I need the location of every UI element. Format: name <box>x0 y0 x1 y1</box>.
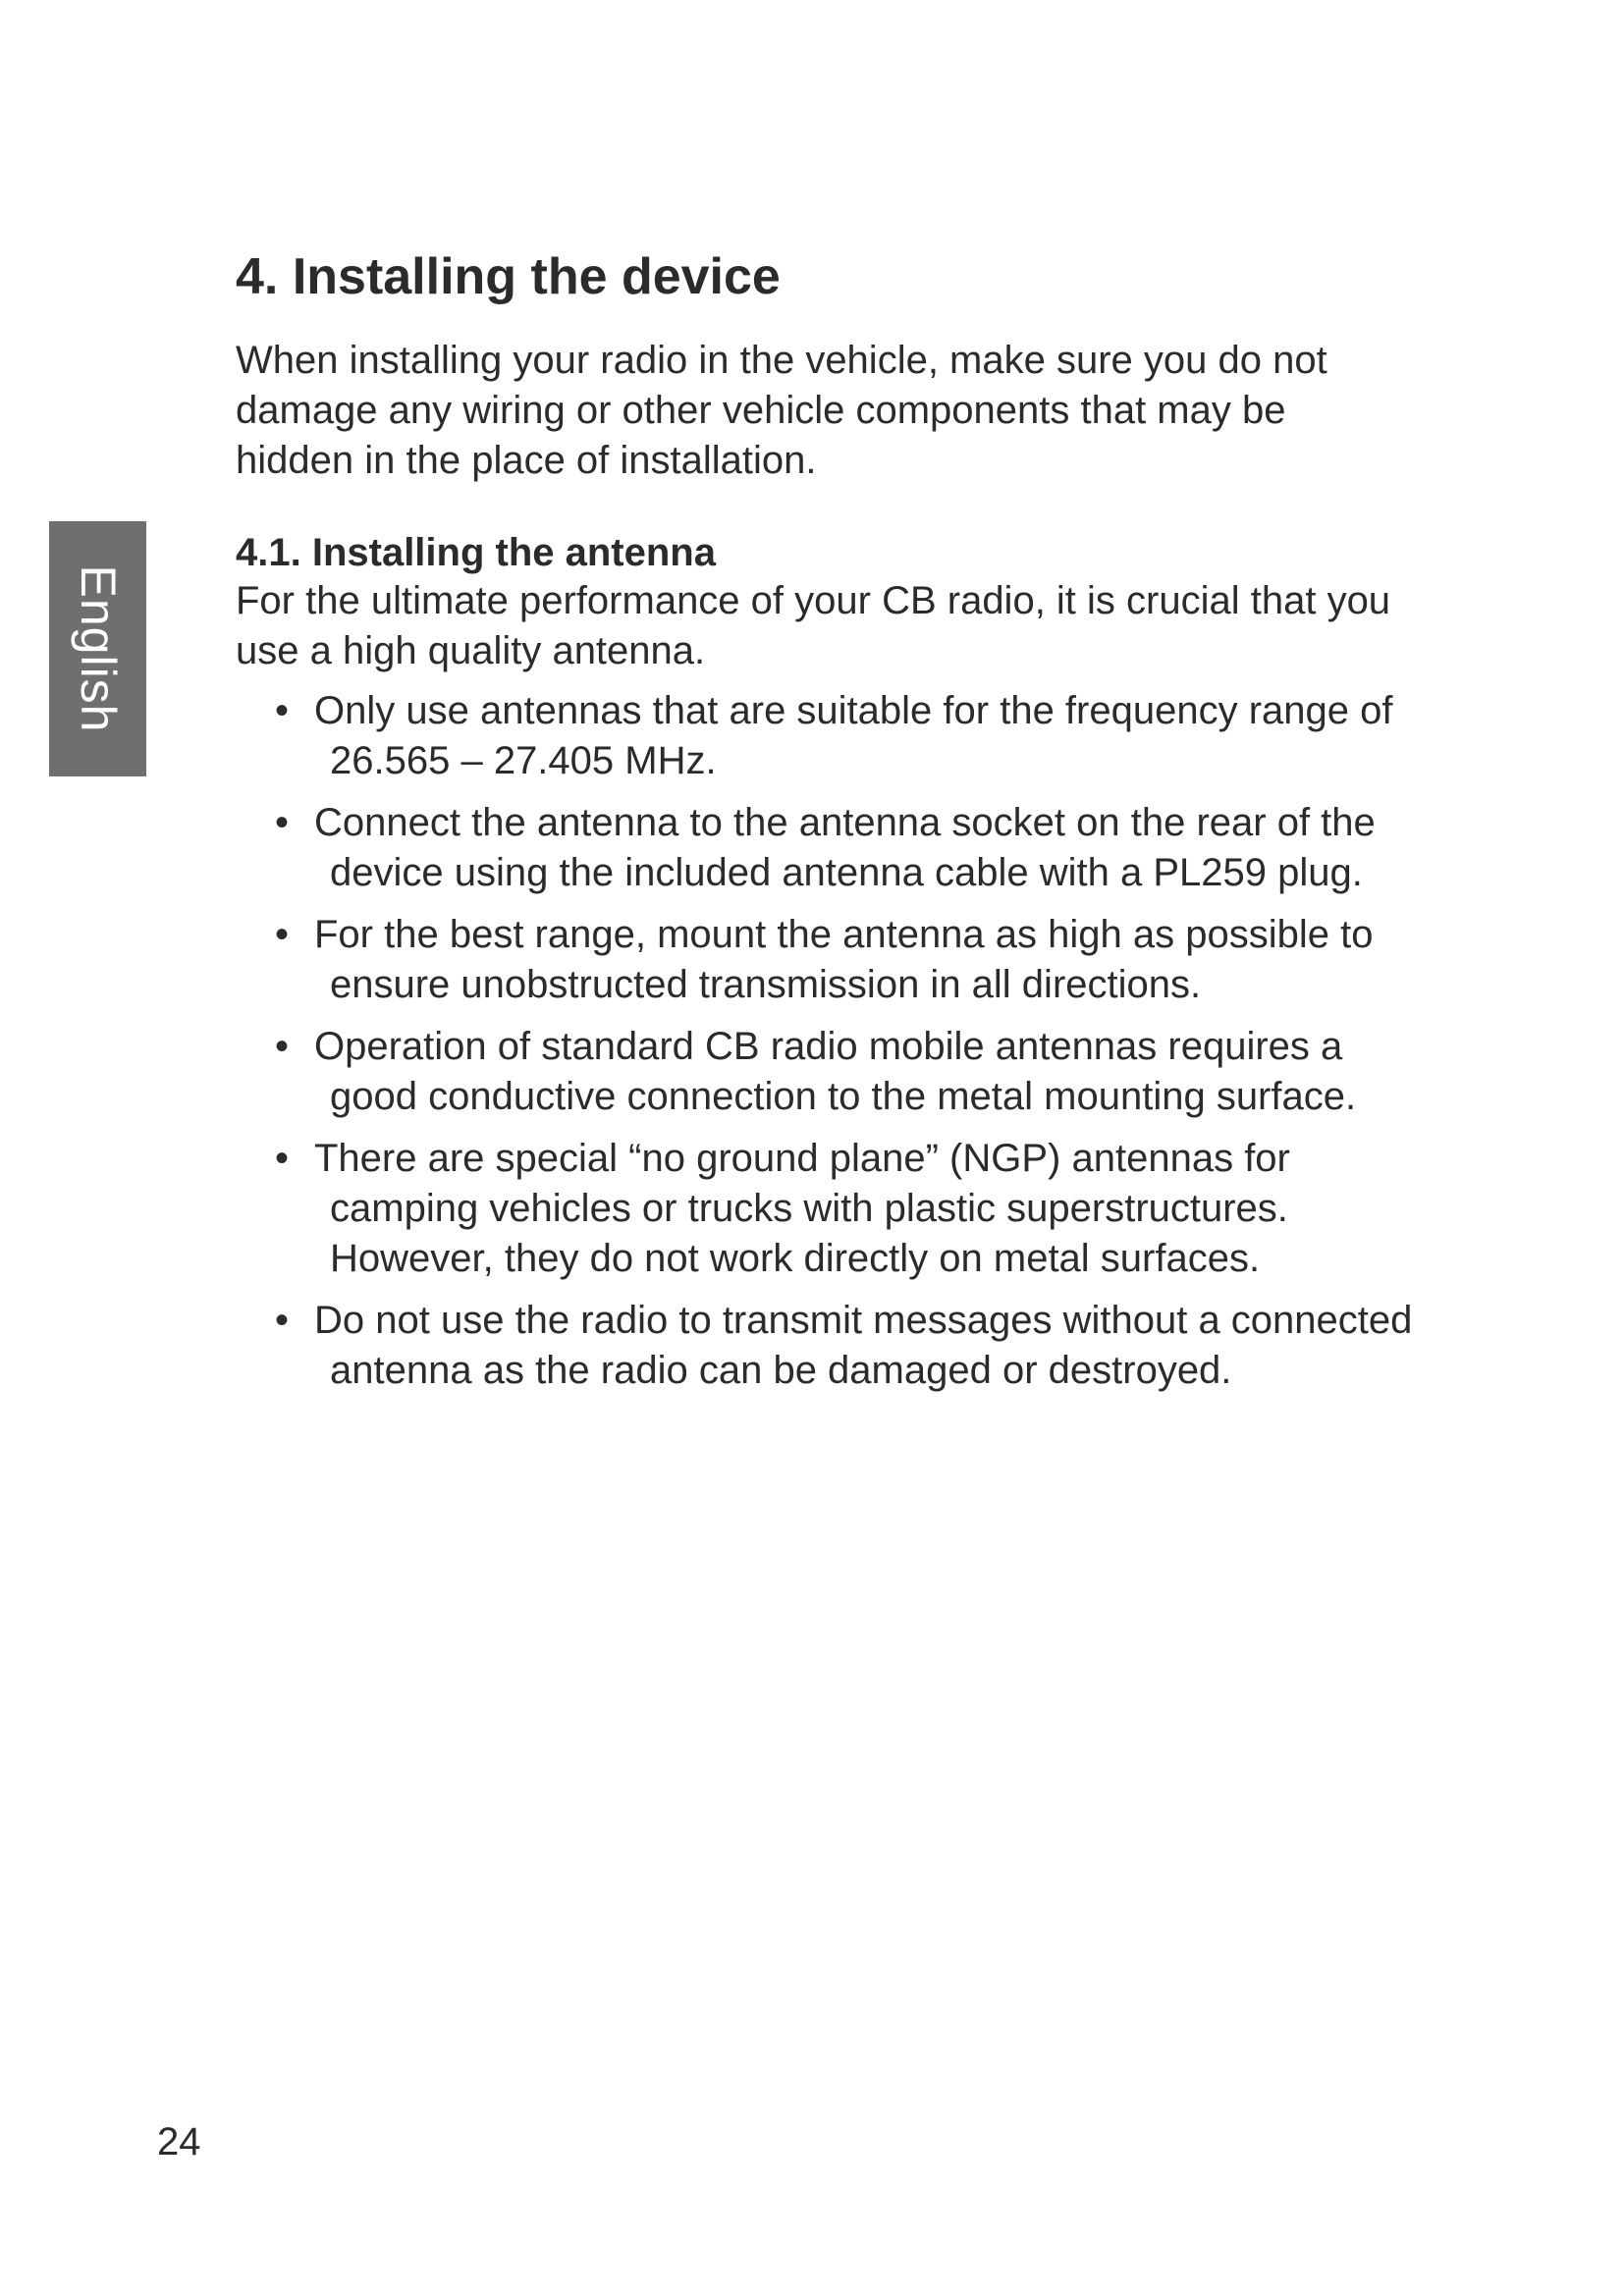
bullet-icon: • <box>275 689 290 732</box>
bullet-icon: • <box>275 1299 290 1342</box>
page-content <box>236 243 1414 1408</box>
subsection-title: 4.1. Installing the antenna <box>236 531 716 574</box>
subsection-lead: For the ultimate performance of your CB radio, it is crucial that you use a high quality antenna. <box>236 579 1391 672</box>
bullet-icon: • <box>275 1137 290 1180</box>
language-tab <box>49 521 146 776</box>
list-item-text: Do not use the radio to transmit messages without a connected antenna as the radio can be damaged or destroyed. <box>314 1299 1413 1392</box>
list-item <box>236 686 1414 786</box>
list-item-text: Operation of standard CB radio mobile antennas requires a good conductive connection to the metal mounting surface. <box>314 1025 1357 1118</box>
list-item-text: There are special “no ground plane” (NGP) antennas for camping vehicles or trucks with plastic superstructures. However, they do not work directly on metal surfaces. <box>314 1137 1290 1280</box>
section-title: 4. Installing the device <box>236 248 781 305</box>
section-intro: When installing your radio in the vehicle, make sure you do not damage any wiring or other vehicle components that may be hidden in the place of installation. <box>236 339 1327 482</box>
bullet-icon: • <box>275 1025 290 1068</box>
bullet-icon: • <box>275 913 290 956</box>
list-item-text: Connect the antenna to the antenna socket on the rear of the device using the included antenna cable with a PL259 plug. <box>314 801 1376 894</box>
list-item <box>236 1296 1414 1396</box>
list-item-text: For the best range, mount the antenna as high as possible to ensure unobstructed transmission in all directions. <box>314 913 1374 1006</box>
language-tab-label: English <box>70 564 126 733</box>
list-item <box>236 1134 1414 1284</box>
list-item <box>236 1022 1414 1122</box>
list-item-text: Only use antennas that are suitable for the frequency range of 26.565 – 27.405 MHz. <box>314 689 1393 782</box>
page-number: 24 <box>157 2120 201 2163</box>
list-item <box>236 910 1414 1010</box>
list-item <box>236 798 1414 898</box>
antenna-instructions-list <box>236 686 1414 1396</box>
bullet-icon: • <box>275 801 290 844</box>
